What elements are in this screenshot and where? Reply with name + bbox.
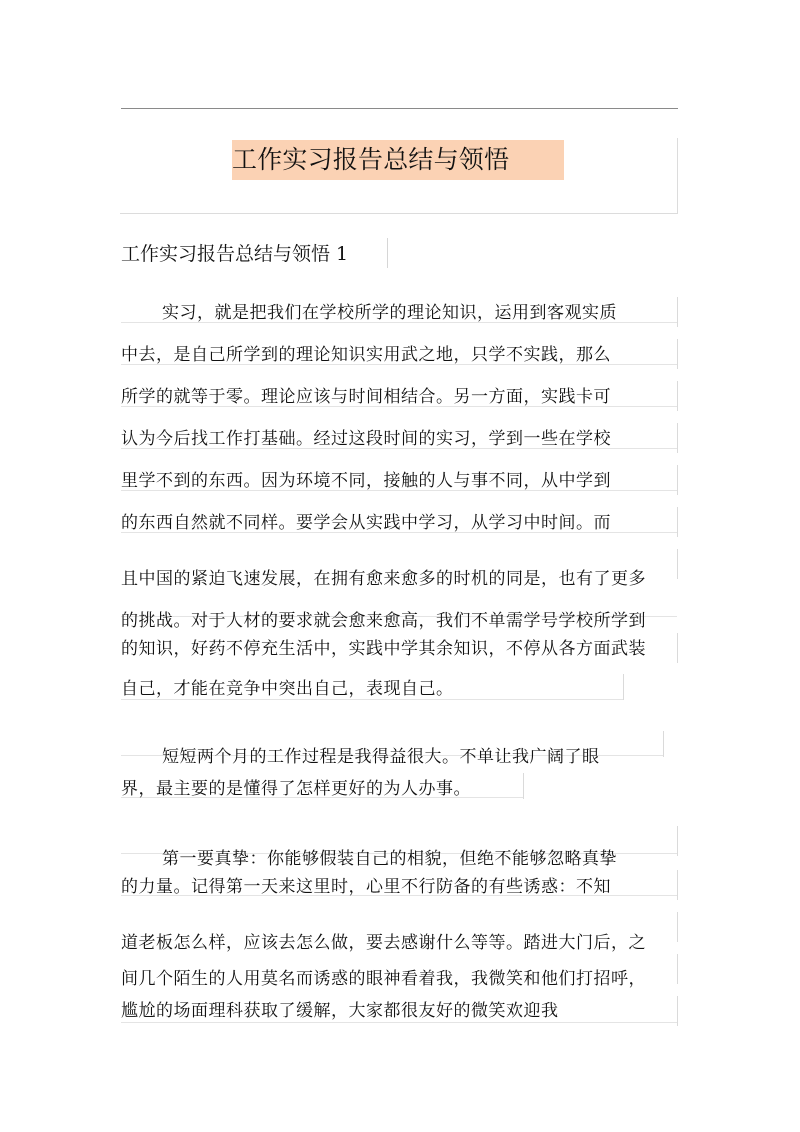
body-line: 中去，是自己所学到的理论知识实用武之地，只学不实践，那么 bbox=[121, 345, 611, 365]
guide-line bbox=[677, 870, 678, 900]
guide-line bbox=[677, 633, 678, 663]
guide-line bbox=[677, 912, 678, 942]
guide-line bbox=[677, 465, 678, 495]
document-title: 工作实习报告总结与领悟 bbox=[232, 140, 564, 180]
body-line: 里学不到的东西。因为环境不同，接触的人与事不同，从中学到 bbox=[121, 471, 611, 491]
body-line: 短短两个月的工作过程是我得益很大。不单让我广阔了眼 bbox=[162, 747, 600, 767]
body-line: 实习，就是把我们在学校所学的理论知识，运用到客观实质 bbox=[162, 303, 617, 323]
guide-line bbox=[677, 507, 678, 537]
body-line: 道老板怎么样，应该去怎么做，要去感谢什么等等。踏进大门后，之 bbox=[121, 933, 646, 953]
section-heading: 工作实习报告总结与领悟 1 bbox=[121, 243, 349, 265]
guide-line bbox=[677, 381, 678, 411]
body-line: 第一要真挚：你能够假装自己的相貌，但绝不能够忽略真挚 bbox=[162, 849, 617, 869]
body-line: 的知识，好药不停充生活中，实践中学其余知识，不停从各方面武装 bbox=[121, 639, 646, 659]
guide-line bbox=[677, 826, 678, 856]
body-line: 认为今后找工作打基础。经过这段时间的实习，学到一些在学校 bbox=[121, 429, 611, 449]
guide-line bbox=[677, 297, 678, 327]
body-line: 的东西自然就不同样。要学会从实践中学习，从学习中时间。而 bbox=[121, 513, 611, 533]
body-line: 间几个陌生的人用莫名而诱惑的眼神看着我，我微笑和他们打招呼， bbox=[121, 969, 646, 989]
guide-line bbox=[677, 996, 678, 1026]
guide-line bbox=[677, 954, 678, 984]
guide-line bbox=[623, 674, 624, 700]
body-line: 自己，才能在竞争中突出自己，表现自己。 bbox=[121, 679, 454, 699]
guide-line bbox=[523, 773, 524, 799]
guide-line bbox=[663, 731, 664, 757]
body-line: 界，最主要的是懂得了怎样更好的为人办事。 bbox=[121, 779, 471, 799]
guide-line bbox=[677, 549, 678, 579]
body-line: 尴尬的场面理科获取了缓解，大家都很友好的微笑欢迎我 bbox=[121, 1001, 559, 1021]
body-line: 的挑战。对于人材的要求就会愈来愈高，我们不单需学号学校所学到 bbox=[121, 611, 646, 631]
body-line: 的力量。记得第一天来这里时，心里不行防备的有些诱惑：不知 bbox=[121, 877, 611, 897]
body-line: 所学的就等于零。理论应该与时间相结合。另一方面，实践卡可 bbox=[121, 387, 611, 407]
header-rule bbox=[121, 108, 678, 109]
body-line: 且中国的紧迫飞速发展，在拥有愈来愈多的时机的同是，也有了更多 bbox=[121, 569, 646, 589]
guide-line bbox=[677, 339, 678, 369]
guide-line bbox=[677, 423, 678, 453]
